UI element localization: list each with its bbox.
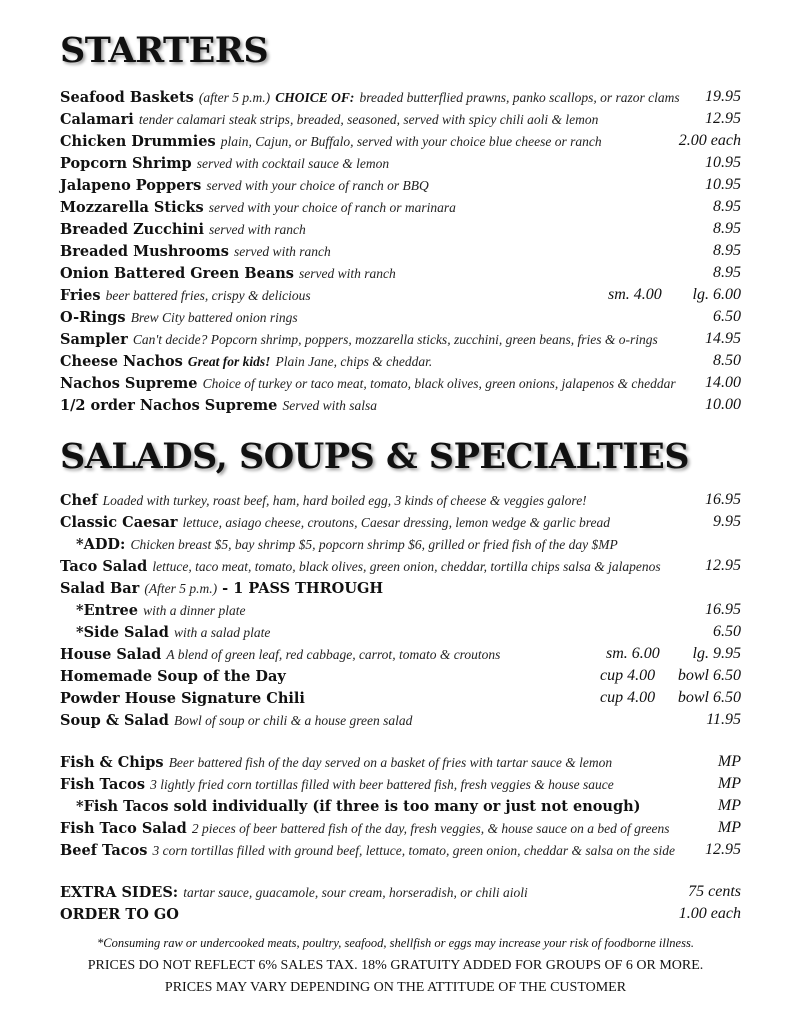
menu-item-soup-and-salad: Soup & Salad Bowl of soup or chili & a house green salad 11.95: [60, 711, 741, 729]
menu-item-chef: Chef Loaded with turkey, roast beef, ham, hard boiled egg, 3 kinds of cheese & veggies galore! 16.95: [60, 491, 741, 509]
salads-heading: SALADS, SOUPS & SPECIALTIES: [60, 436, 690, 477]
menu-item-fish-and-chips: Fish & Chips Beer battered fish of the day served on a basket of fries with tartar sauce & lemon MP: [60, 753, 741, 771]
price: 9.95: [713, 513, 741, 530]
menu-item-add-ons: *ADD: Chicken breast $5, bay shrimp $5, popcorn shrimp $6, grilled or fried fish of the day $MP: [76, 536, 618, 553]
menu-item-cheese-nachos: Cheese Nachos Great for kids! Plain Jane, chips & cheddar. 8.50: [60, 352, 741, 370]
price: 19.95: [705, 88, 741, 105]
menu-item-beef-tacos: Beef Tacos 3 corn tortillas filled with ground beef, lettuce, tomato, green onion, cheddar & salsa on the side 12.95: [60, 841, 741, 859]
menu-item-taco-salad: Taco Salad lettuce, taco meat, tomato, black olives, green onion, cheddar, tortilla chips salsa & jalapenos 12.95: [60, 557, 741, 575]
menu-item-calamari: Calamari tender calamari steak strips, breaded, seasoned, served with spicy chili aoli & lemon 12.95: [60, 110, 741, 128]
price: 16.95: [705, 491, 741, 508]
price: 12.95: [705, 110, 741, 127]
price: 10.00: [705, 396, 741, 413]
menu-item-fish-taco-salad: Fish Taco Salad 2 pieces of beer battered fish of the day, fresh veggies, & house sauce on a bed of greens MP: [60, 819, 741, 837]
price-small: sm. 4.00: [608, 286, 662, 303]
price: 8.95: [713, 264, 741, 281]
menu-item-breaded-zucchini: Breaded Zucchini served with ranch 8.95: [60, 220, 741, 238]
menu-item-order-to-go: ORDER TO GO 1.00 each: [60, 905, 741, 923]
price: 12.95: [705, 557, 741, 574]
price: 6.50: [713, 623, 741, 640]
menu-item-jalapeno-poppers: Jalapeno Poppers served with your choice of ranch or BBQ 10.95: [60, 176, 741, 194]
menu-item-salad-bar: Salad Bar (After 5 p.m.) - 1 PASS THROUGH: [60, 580, 384, 597]
menu-item-chicken-drummies: Chicken Drummies plain, Cajun, or Buffalo, served with your choice blue cheese or ranch 2.00 each: [60, 132, 741, 150]
price-cup: cup 4.00: [600, 667, 656, 684]
price: 75 cents: [688, 883, 741, 900]
price: 8.95: [713, 220, 741, 237]
price-bowl: bowl 6.50: [677, 667, 741, 684]
price: 11.95: [706, 711, 741, 728]
price: MP: [717, 753, 741, 770]
menu-item-fries: Fries beer battered fries, crispy & delicious sm. 4.00 lg. 6.00: [60, 286, 741, 304]
menu-item-classic-caesar: Classic Caesar lettuce, asiago cheese, croutons, Caesar dressing, lemon wedge & garlic bread 9.95: [60, 513, 741, 531]
menu-item-soup-of-the-day: Homemade Soup of the Day cup 4.00 bowl 6.50: [60, 667, 741, 685]
menu-item-nachos-supreme: Nachos Supreme Choice of turkey or taco meat, tomato, black olives, green onions, jalapenos & cheddar 14.00: [60, 374, 741, 392]
menu-item-fish-tacos: Fish Tacos 3 lightly fried corn tortillas filled with beer battered fish, fresh veggies & house sauce MP: [60, 775, 741, 793]
price: 10.95: [705, 176, 741, 193]
price: 12.95: [705, 841, 741, 858]
menu-item-breaded-mushrooms: Breaded Mushrooms served with ranch 8.95: [60, 242, 741, 260]
price: 8.95: [713, 198, 741, 215]
menu-item-mozzarella-sticks: Mozzarella Sticks served with your choice of ranch or marinara 8.95: [60, 198, 741, 216]
price-bowl: bowl 6.50: [677, 689, 741, 706]
menu-item-popcorn-shrimp: Popcorn Shrimp served with cocktail sauce & lemon 10.95: [60, 154, 741, 172]
price: 8.50: [713, 352, 741, 369]
attitude-notice: PRICES MAY VARY DEPENDING ON THE ATTITUDE OF THE CUSTOMER: [164, 980, 627, 995]
price-cup: cup 4.00: [600, 689, 656, 706]
menu-item-green-beans: Onion Battered Green Beans served with ranch 8.95: [60, 264, 741, 282]
price: MP: [717, 797, 741, 814]
price-large: lg. 9.95: [692, 645, 741, 662]
price: MP: [717, 775, 741, 792]
price: 16.95: [705, 601, 741, 618]
menu-item-half-nachos-supreme: 1/2 order Nachos Supreme Served with salsa 10.00: [60, 396, 741, 414]
foodborne-warning: *Consuming raw or undercooked meats, poultry, seafood, shellfish or eggs may increase your risk of foodborne illness.: [97, 936, 694, 950]
price: 14.95: [705, 330, 741, 347]
price-small: sm. 6.00: [606, 645, 660, 662]
price: 6.50: [713, 308, 741, 325]
menu-item-signature-chili: Powder House Signature Chili cup 4.00 bowl 6.50: [60, 689, 741, 707]
menu-item-salad-bar-side: *Side Salad with a salad plate 6.50: [76, 623, 741, 641]
price: 14.00: [705, 374, 741, 391]
menu-item-fish-tacos-individual: *Fish Tacos sold individually (if three is too many or just not enough) MP: [76, 797, 741, 815]
menu-item-house-salad: House Salad A blend of green leaf, red cabbage, carrot, tomato & croutons sm. 6.00 lg. 9.95: [60, 645, 741, 663]
menu-item-salad-bar-entree: *Entree with a dinner plate 16.95: [76, 601, 741, 619]
menu-item-extra-sides: EXTRA SIDES: tartar sauce, guacamole, sour cream, horseradish, or chili aioli 75 cents: [60, 883, 741, 901]
starters-heading: STARTERS: [60, 30, 269, 71]
price-large: lg. 6.00: [692, 286, 741, 303]
price: 8.95: [713, 242, 741, 259]
menu-item-seafood-baskets: Seafood Baskets (after 5 p.m.) CHOICE OF: breaded butterflied prawns, panko scallops, or razor clams 19.95: [60, 88, 741, 106]
price: 2.00 each: [678, 132, 741, 149]
price: MP: [717, 819, 741, 836]
menu-item-o-rings: O-Rings Brew City battered onion rings 6.50: [60, 308, 741, 326]
tax-notice: PRICES DO NOT REFLECT 6% SALES TAX. 18% GRATUITY ADDED FOR GROUPS OF 6 OR MORE.: [87, 958, 704, 973]
price: 1.00 each: [678, 905, 741, 922]
price: 10.95: [705, 154, 741, 171]
menu-item-sampler: Sampler Can't decide? Popcorn shrimp, poppers, mozzarella sticks, zucchini, green beans, fries & o-rings 14.95: [60, 330, 741, 348]
